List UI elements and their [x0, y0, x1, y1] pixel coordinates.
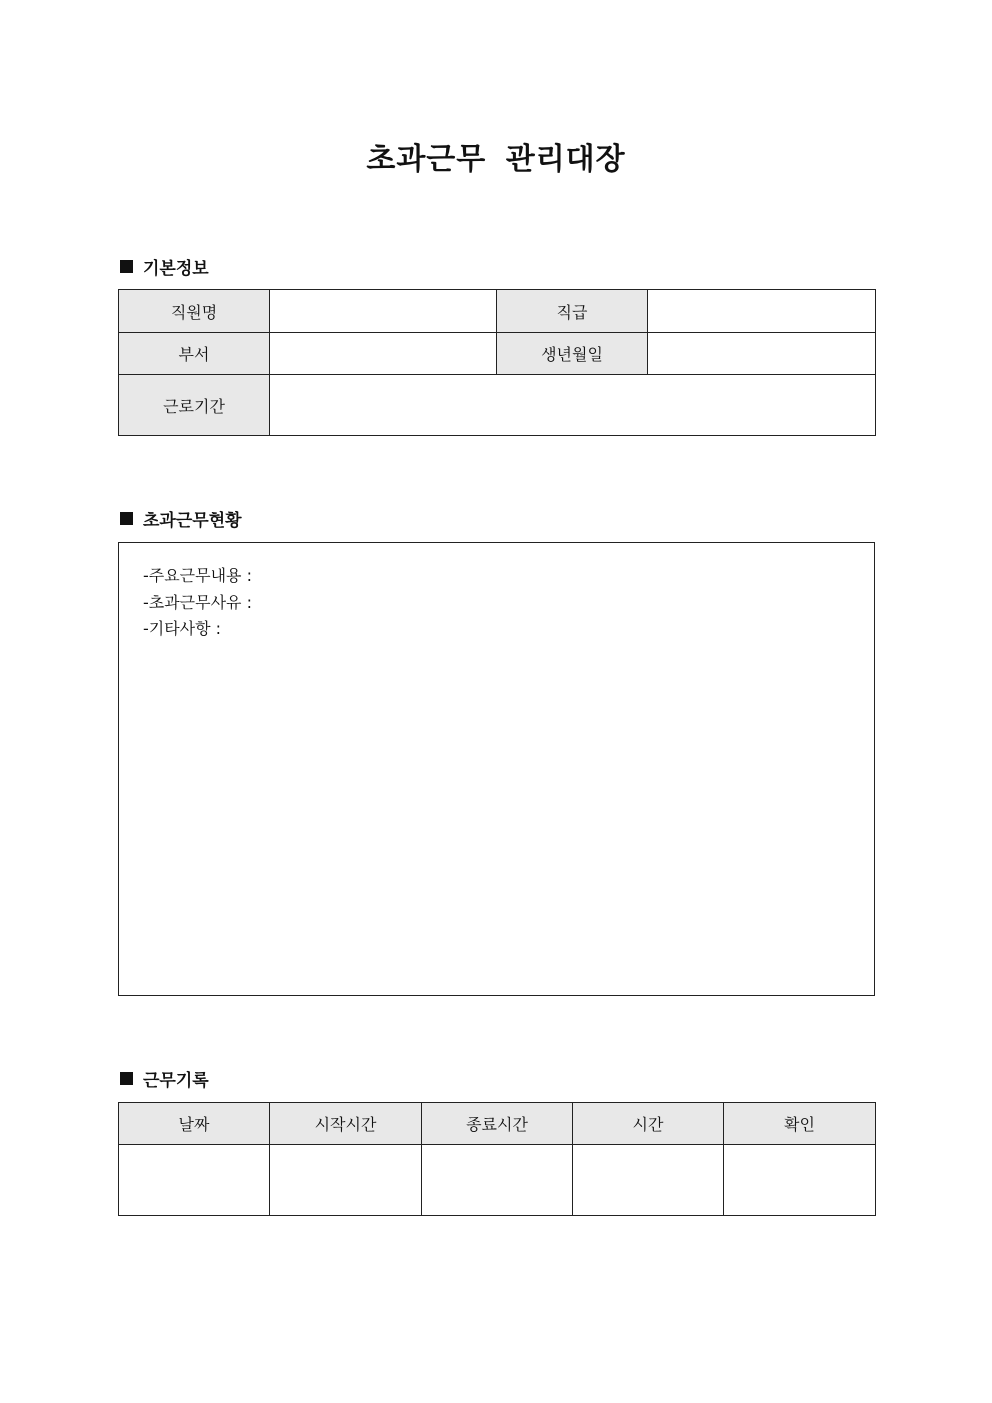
- basic-info-table: [118, 289, 876, 436]
- position-field[interactable]: [648, 290, 876, 333]
- overtime-status-heading: [120, 506, 242, 531]
- basic-info-heading-label: 기본정보: [143, 259, 209, 279]
- department-label: 부서: [119, 333, 270, 375]
- work-log-table: [118, 1102, 876, 1216]
- overtime-status-box[interactable]: [118, 542, 875, 996]
- confirm-header: 확인: [724, 1103, 876, 1145]
- birthdate-label: 생년월일: [497, 333, 648, 375]
- hours-cell[interactable]: [573, 1145, 724, 1216]
- square-bullet-icon: [120, 512, 133, 525]
- date-cell[interactable]: [119, 1145, 270, 1216]
- period-label: 근로기간: [119, 375, 270, 436]
- work-log-heading-label: 근무기록: [143, 1071, 209, 1091]
- page-title: 초과근무 관리대장: [366, 142, 626, 177]
- overtime-status-heading-label: 초과근무현황: [143, 511, 242, 531]
- start-time-cell[interactable]: [270, 1145, 422, 1216]
- table-row: [119, 1145, 876, 1216]
- square-bullet-icon: [120, 260, 133, 273]
- overtime-reason-line: -초과근무사유 :: [143, 592, 252, 612]
- period-field[interactable]: [270, 375, 876, 436]
- birthdate-field[interactable]: [648, 333, 876, 375]
- hours-header: 시간: [573, 1103, 724, 1145]
- work-log-heading: [120, 1066, 209, 1091]
- name-label: 직원명: [119, 290, 270, 333]
- position-label: 직급: [497, 290, 648, 333]
- confirm-cell[interactable]: [724, 1145, 876, 1216]
- start-time-header: 시작시간: [270, 1103, 422, 1145]
- other-notes-line: -기타사항 :: [143, 619, 222, 638]
- name-field[interactable]: [270, 290, 497, 333]
- department-field[interactable]: [270, 333, 497, 375]
- end-time-header: 종료시간: [422, 1103, 573, 1145]
- square-bullet-icon: [120, 1072, 133, 1085]
- end-time-cell[interactable]: [422, 1145, 573, 1216]
- main-work-line: -주요근무내용 :: [143, 566, 252, 585]
- basic-info-heading: [120, 254, 209, 279]
- date-header: 날짜: [119, 1103, 270, 1145]
